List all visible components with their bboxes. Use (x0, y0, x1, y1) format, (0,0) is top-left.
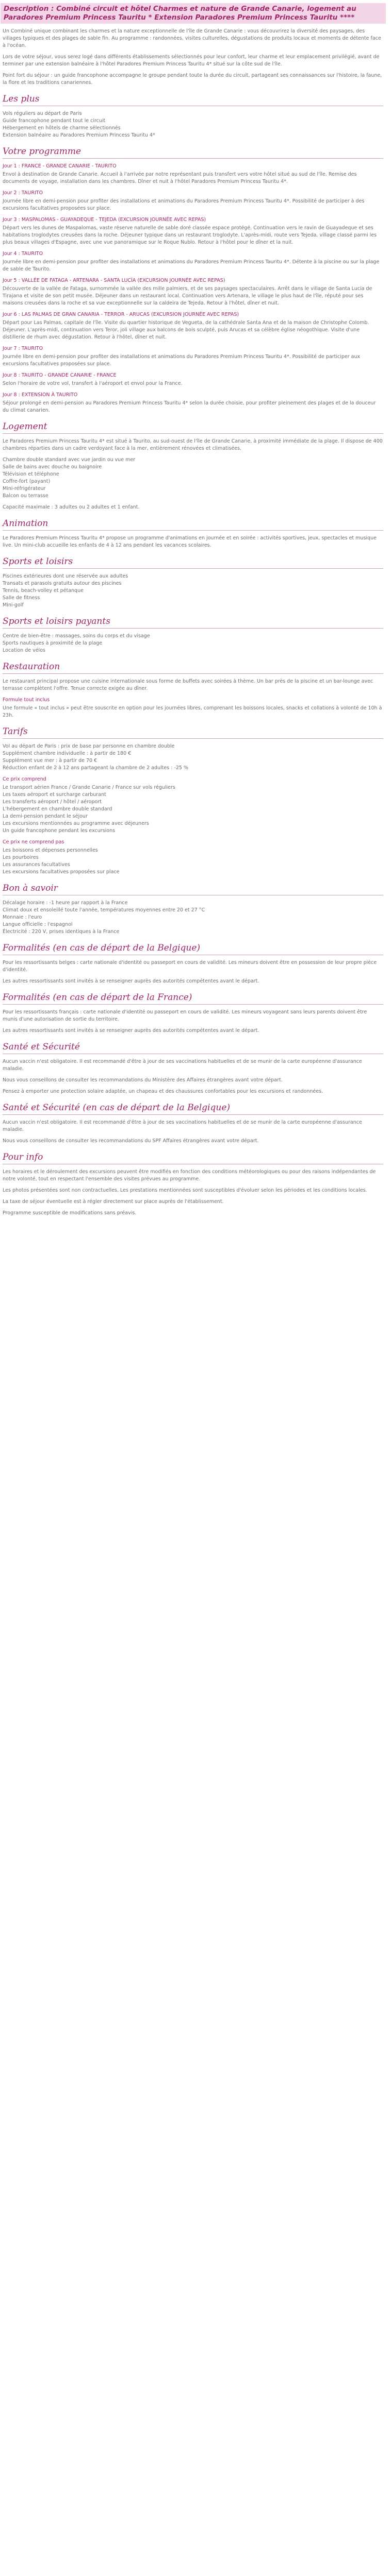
list-item: Les pourboires (3, 855, 39, 860)
divider (3, 433, 383, 434)
day-text: Départ pour Las Palmas, capitale de l'île. Visite du quartier historique de Vegueta, de la cathédrale Santa Ana et de la maison de Christophe Colomb. Déjeuner. L'après-midi, continuation vers Teror, joli village aux balcons de bois sculpté, puis Arucas et sa célèbre église néogothique. Visite d'une distillerie de rhum avec dégustation. Retour à l'hôtel, dîner et nuit. (3, 320, 369, 340)
day-text: Selon l'horaire de votre vol, transfert à l'aéroport et envol pour la France. (3, 381, 183, 386)
formalites-fr-text2: Les autres ressortissants sont invités à se renseigner auprès des autorités compétentes avant le départ. (3, 1028, 259, 1033)
sante-text2: Nous vous conseillons de consulter les recommandations du Ministère des Affaires étrangères avant votre départ. (3, 1077, 283, 1083)
footer-text2: Les photos présentées sont non contractuelles. Les prestations mentionnées sont susceptibles d'évoluer selon les périodes et les conditions locales. (3, 1188, 367, 1193)
list-item: Mini-réfrigérateur (3, 486, 46, 492)
logement-text: Le Paradores Premium Princess Tauritu 4* est situé à Taurito, au sud-ouest de l'île de Grande Canarie, à proximité immédiate de la plage. Il dispose de 400 chambres réparties dans un cadre verdoyant face à la mer, entièrement rénovées et climatisées. (3, 438, 383, 451)
day-title: Jour 4 : TAURITO (3, 251, 43, 257)
section-title-logement: Logement (3, 421, 47, 432)
list-item: Sports nautiques à proximité de la plage (3, 640, 103, 646)
day-block (3, 311, 383, 341)
page (0, 0, 386, 1221)
list-item: Les transferts aéroport / hôtel / aéroport (3, 799, 102, 805)
divider (3, 1114, 383, 1115)
list-item: Supplément vue mer : à partir de 70 € (3, 758, 97, 764)
list-item: Vol au départ de Paris : prix de base par personne en chambre double (3, 743, 175, 749)
tarifs-list (3, 743, 383, 772)
les-plus-list (3, 110, 383, 139)
list-item: Centre de bien-être : massages, soins du corps et du visage (3, 633, 150, 639)
list-item: Guide francophone pendant tout le circuit (3, 118, 106, 124)
section-title-restauration: Restauration (3, 662, 60, 672)
day-title: Jour 7 : TAURITO (3, 346, 43, 351)
day-text: Journée libre en demi-pension pour profiter des installations et animations du Paradores Premium Princess Tauritu 4*. Possibilité de participer à des excursions facultatives proposées sur place. (3, 198, 365, 211)
section-title-sante-be: Santé et Sécurité (en cas de départ de la Belgique) (3, 1103, 231, 1113)
list-item: Les excursions mentionnées au programme avec déjeuners (3, 821, 149, 826)
bon-list (3, 900, 383, 936)
list-item: Décalage horaire : -1 heure par rapport à la France (3, 900, 128, 906)
day-title: Jour 1 : FRANCE - GRANDE CANARIE - TAURITO (3, 163, 117, 169)
day-block (3, 345, 383, 368)
footer-text3: La taxe de séjour éventuelle est à régler directement sur place auprès de l'établissement. (3, 1199, 224, 1205)
formalites-fr-text: Pour les ressortissants français : carte nationale d'identité ou passeport en cours de validité. Les mineurs voyageant sans leurs parents doivent être munis d'une autorisation de sortie du territoire. (3, 1009, 367, 1022)
list-item: Les boissons et dépenses personnelles (3, 848, 98, 853)
list-item: Un guide francophone pendant les excursions (3, 828, 116, 834)
list-item: Hébergement en hôtels de charme sélectionnés (3, 125, 121, 131)
section-title-sante: Santé et Sécurité (3, 1042, 80, 1052)
list-item: Location de vélos (3, 648, 45, 653)
section-title-pour-info: Pour info (3, 1152, 43, 1162)
section-title-sports-payants: Sports et loisirs payants (3, 616, 110, 626)
animation-text: Le Paradores Premium Princess Tauritu 4* propose un programme d'animations en journée et en soirée : activités sportives, jeux, spectacles et musique live. Un mini-club accueille les enfants de 4 à 12 ans pendant les vacances scolaires. (3, 535, 377, 548)
list-item: Vols réguliers au départ de Paris (3, 111, 82, 116)
day-title: Jour 3 : MASPALOMAS - GUAYADEQUE - TEJEDA (EXCURSION JOURNÉE AVEC REPAS) (3, 217, 206, 223)
sports-list (3, 573, 383, 609)
section-title-sports: Sports et loisirs (3, 556, 73, 567)
day-block (3, 277, 383, 307)
divider (3, 628, 383, 629)
divider (3, 738, 383, 739)
prix-pas-list (3, 847, 383, 876)
section-title-animation: Animation (3, 518, 48, 529)
section-title-formalites-be: Formalités (en cas de départ de la Belgique) (3, 943, 201, 953)
day-title: Jour 8 : TAURITO - GRANDE CANARIE - FRANCE (3, 372, 117, 378)
day-text: Départ vers les dunes de Maspalomas, vaste réserve naturelle de sable doré classée espace protégé. Continuation vers le ravin de Guayadeque et ses habitations troglodytes creusées dans la roche. Déjeuner typique dans un restaurant troglodyte. L'après-midi, route vers Tejeda, village classé parmi les plus beaux villages d'Espagne, avec une vue panoramique sur le Roque Nublo. Retour à l'hôtel pour le dîner et la nuit. (3, 225, 377, 245)
sante-text: Aucun vaccin n'est obligatoire. Il est recommandé d'être à jour de ses vaccinations habituelles et de se munir de la carte européenne d'assurance maladie. (3, 1059, 362, 1072)
footer-text: Les horaires et le déroulement des excursions peuvent être modifiés en fonction des conditions météorologiques ou pour des raisons indépendantes de notre volonté, tout en respectant l'ensemble des visites prévues au programme. (3, 1169, 376, 1182)
prix-pas-title: Ce prix ne comprend pas (3, 839, 64, 845)
list-item: Les taxes aéroport et surcharge carburant (3, 792, 106, 798)
section-title-les-plus: Les plus (3, 94, 40, 104)
list-item: Électricité : 220 V, prises identiques à la France (3, 929, 120, 935)
day-text: Envol à destination de Grande Canarie. Accueil à l'arrivée par notre représentant puis transfert vers votre hôtel situé au sud de l'île. Remise des documents de voyage, installation dans les chambres. Dîner et nuit à l'hôtel Paradores Premium Princess Tauritu 4*. (3, 172, 357, 184)
list-item: Langue officielle : l'espagnol (3, 922, 73, 927)
restauration-text: Le restaurant principal propose une cuisine internationale sous forme de buffets avec soirées à thème. Un bar près de la piscine et un bar-lounge avec terrasse complètent l'offre. Tenue correcte exigée au dîner. (3, 679, 373, 691)
list-item: Salle de bains avec douche ou baignoire (3, 464, 102, 470)
list-item: Balcon ou terrasse (3, 493, 48, 499)
day-text: Découverte de la vallée de Fataga, surnommée la vallée des mille palmiers, et de ses paysages spectaculaires. Arrêt dans le village de Santa Lucía de Tirajana et visite de son petit musée. Déjeuner dans un restaurant local. Continuation vers Artenara, le village le plus haut de l'île, réputé pour ses maisons creusées dans la roche et sa vue exceptionnelle sur la caldeira de Tejeda. Retour à l'hôtel, dîner et nuit. (3, 286, 372, 306)
day-title: Jour 5 : VALLÉE DE FATAGA - ARTENARA - SANTA LUCÍA (EXCURSION JOURNÉE AVEC REPAS) (3, 278, 225, 283)
extension-title: Jour 8 : EXTENSION À TAURITO (3, 392, 78, 398)
divider (3, 568, 383, 569)
divider (3, 158, 383, 159)
day-title: Jour 2 : TAURITO (3, 190, 43, 196)
day-title: Jour 6 : LAS PALMAS DE GRAN CANARIA - TERROR - ARUCAS (EXCURSION JOURNÉE AVEC REPAS) (3, 312, 239, 317)
intro-paragraph: Un Combiné unique combinant les charmes et la nature exceptionnelle de l'île de Grande Canarie : vous découvrirez la diversité des paysages, des villages typiques et des plages de sable fin. Au programme : randonnées, visites culturelles, dégustations de produits locaux et moments de détente face à l'océan. (3, 28, 381, 48)
list-item: Mini-golf (3, 602, 24, 608)
list-item: L'hébergement en chambre double standard (3, 806, 112, 812)
day-block (3, 372, 383, 387)
logement-note: Capacité maximale : 3 adultes ou 2 adultes et 1 enfant. (3, 504, 140, 510)
list-item: Supplément chambre individuelle : à partir de 180 € (3, 751, 132, 756)
day-block (3, 392, 383, 414)
list-item: Télévision et téléphone (3, 471, 59, 477)
prix-comprend-title: Ce prix comprend (3, 776, 46, 782)
sports-payants-list (3, 633, 383, 654)
extension-text: Séjour prolongé en demi-pension au Paradores Premium Princess Tauritu 4* selon la durée choisie, pour profiter pleinement des plages et de la douceur du climat canarien. (3, 400, 376, 413)
list-item: Transats et parasols gratuits autour des piscines (3, 581, 122, 586)
divider (3, 673, 383, 674)
formule-text: Une formule « tout inclus » peut être souscrite en option pour les journées libres, comprenant les boissons locales, snacks et collations à volonté de 10h à 23h. (3, 705, 382, 718)
sante-be-text2: Nous vous conseillons de consulter les recommandations du SPF Affaires étrangères avant votre départ. (3, 1138, 259, 1144)
list-item: Les assurances facultatives (3, 862, 70, 868)
list-item: Le transport aérien France / Grande Canarie / France sur vols réguliers (3, 785, 175, 790)
section-title-formalites-fr: Formalités (en cas de départ de la France) (3, 992, 192, 1003)
day-text: Journée libre en demi-pension pour profiter des installations et animations du Paradores Premium Princess Tauritu 4*. Détente à la piscine ou sur la plage de sable de Taurito. (3, 259, 380, 272)
section-title-tarifs: Tarifs (3, 726, 28, 737)
day-block (3, 250, 383, 273)
intro-paragraph: Lors de votre séjour, vous serez logé dans différents établissements sélectionnés pour leur confort, leur charme et leur emplacement privilégié, avant de terminer par une extension balnéaire à l'hôtel Paradores Premium Princess Tauritu 4* situé sur la côte sud de l'île. (3, 54, 380, 67)
footer-last: Programme susceptible de modifications sans préavis. (3, 1210, 137, 1216)
section-title-bon-a-savoir: Bon à savoir (3, 883, 58, 893)
list-item: Climat doux et ensoleillé toute l'année, températures moyennes entre 20 et 27 °C (3, 907, 205, 913)
day-block (3, 163, 383, 185)
list-item: Coffre-fort (payant) (3, 479, 51, 484)
list-item: Monnaie : l'euro (3, 914, 42, 920)
day-block (3, 216, 383, 246)
logement-list (3, 456, 383, 500)
list-item: Extension balnéaire au Paradores Premium Princess Tauritu 4* (3, 132, 155, 138)
prix-comprend-list (3, 784, 383, 835)
intro-paragraph: Point fort du séjour : un guide francophone accompagne le groupe pendant toute la durée du circuit, partageant ses connaissances sur l'histoire, la faune, la flore et les traditions canariennes. (3, 73, 382, 86)
sante-text3: Pensez à emporter une protection solaire adaptée, un chapeau et des chaussures confortables pour les excursions et randonnées. (3, 1089, 323, 1094)
list-item: Salle de fitness (3, 595, 40, 601)
sante-be-text: Aucun vaccin n'est obligatoire. Il est recommandé d'être à jour de ses vaccinations habituelles et de se munir de la carte européenne d'assurance maladie. (3, 1120, 362, 1132)
divider (3, 530, 383, 531)
list-item: Les excursions facultatives proposées sur place (3, 869, 120, 875)
day-text: Journée libre en demi-pension pour profiter des installations et animations du Paradores Premium Princess Tauritu 4*. Possibilité de participer aux excursions facultatives proposées sur place. (3, 354, 361, 367)
section-title-programme: Votre programme (3, 146, 82, 157)
list-item: La demi-pension pendant le séjour (3, 814, 88, 819)
formalites-be-text: Pour les ressortissants belges : carte nationale d'identité ou passeport en cours de validité. Les mineurs doivent être en possession de leur propre pièce d'identité. (3, 960, 377, 973)
day-block (3, 190, 383, 212)
list-item: Chambre double standard avec vue jardin ou vue mer (3, 457, 136, 463)
formule-title: Formule tout inclus (3, 697, 50, 703)
divider (3, 1004, 383, 1005)
list-item: Réduction enfant de 2 à 12 ans partageant la chambre de 2 adultes : -25 % (3, 765, 188, 771)
page-title-banner: Description : Combiné circuit et hôtel Charmes et nature de Grande Canarie, logement au Paradores Premium Princess Tauritu * Extension Paradores Premium Princess Tauritu **** (1, 3, 386, 24)
formalites-be-text2: Les autres ressortissants sont invités à se renseigner auprès des autorités compétentes avant le départ. (3, 978, 259, 984)
list-item: Tennis, beach-volley et pétanque (3, 588, 84, 594)
list-item: Piscines extérieures dont une réservée aux adultes (3, 573, 128, 579)
